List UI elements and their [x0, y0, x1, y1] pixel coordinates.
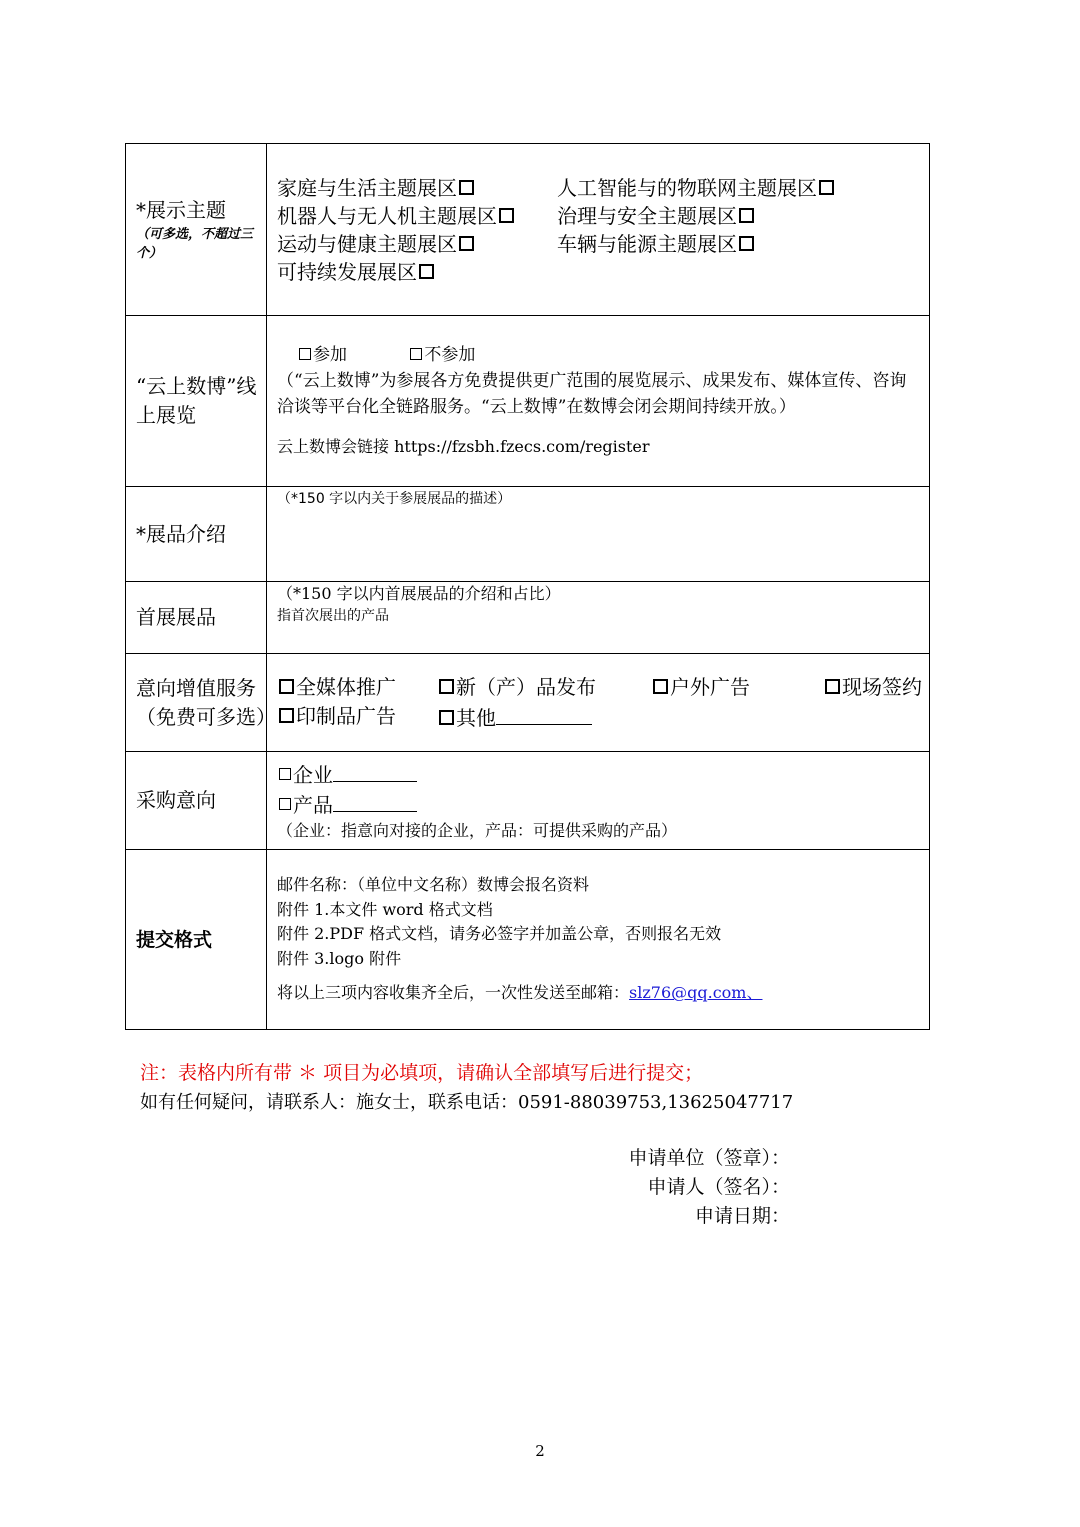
checkbox-icon[interactable] [739, 208, 754, 223]
service-option[interactable]: 印制品广告 [277, 702, 437, 733]
theme-option[interactable]: 机器人与无人机主题展区 [277, 202, 557, 230]
purchase-content-cell [267, 752, 930, 850]
purchase-product[interactable]: 产品 [277, 789, 923, 819]
exhibit-input-cell[interactable] [267, 487, 930, 582]
theme-option[interactable]: 人工智能与的物联网主题展区 [557, 174, 923, 202]
checkbox-icon[interactable] [299, 348, 311, 360]
service-option[interactable]: 新（产）品发布 [437, 673, 651, 702]
checkbox-icon[interactable] [825, 679, 840, 694]
checkbox-icon[interactable] [499, 208, 514, 223]
checkbox-icon[interactable] [739, 236, 754, 251]
cloud-label: “云上数博”线上展览 [136, 374, 257, 427]
cloud-option-join[interactable]: 参加 [297, 342, 347, 368]
checkbox-icon[interactable] [459, 236, 474, 251]
enterprise-blank-line[interactable] [333, 759, 417, 782]
submit-content-cell [267, 850, 930, 1030]
exhibit-label: *展品介绍 [136, 521, 226, 546]
checkbox-icon[interactable] [439, 710, 454, 725]
checkbox-icon[interactable] [419, 264, 434, 279]
row-theme [126, 144, 930, 316]
row-exhibit-intro [126, 487, 930, 582]
submit-label-cell [126, 850, 267, 1030]
sign-person: 申请人（签名）： [647, 1176, 790, 1198]
purchase-label-cell [126, 752, 267, 850]
row-premiere [126, 582, 930, 654]
other-blank-line[interactable] [496, 702, 592, 725]
theme-options [277, 174, 923, 286]
row-purchase-intention [126, 752, 930, 850]
submit-line: 邮件名称：（单位中文名称）数博会报名资料 [277, 875, 590, 895]
checkbox-icon[interactable] [279, 679, 294, 694]
submit-line: 附件 3.logo 附件 [277, 948, 402, 968]
exhibit-label-cell [126, 487, 267, 582]
purchase-note: （企业：指意向对接的企业，产品：可提供采购的产品） [277, 820, 678, 840]
service-option[interactable]: 户外广告 [651, 673, 823, 702]
sign-unit: 申请单位（签章）： [628, 1147, 790, 1169]
service-option-other[interactable]: 其他 [437, 702, 592, 733]
premiere-label: 首展展品 [136, 605, 216, 629]
submit-line: 附件 1.本文件 word 格式文档 [277, 899, 493, 919]
theme-label: *展示主题 [136, 198, 226, 222]
services-row-1 [277, 673, 923, 702]
checkbox-icon[interactable] [459, 180, 474, 195]
submit-label: 提交格式 [136, 928, 213, 951]
purchase-label: 采购意向 [136, 788, 216, 812]
page-number: 2 [535, 1442, 545, 1460]
checkbox-icon[interactable] [819, 180, 834, 195]
theme-option[interactable]: 车辆与能源主题展区 [557, 230, 923, 258]
cloud-option-decline[interactable]: 不参加 [408, 342, 475, 368]
checkbox-icon[interactable] [279, 768, 291, 780]
theme-option[interactable]: 运动与健康主题展区 [277, 230, 557, 258]
service-option[interactable]: 全媒体推广 [277, 673, 437, 702]
cloud-description: （“云上数博”为参展各方免费提供更广范围的展览展示、成果发布、媒体宣传、咨询洽谈等平台化全链路服务。“云上数博”在数博会闭会期间持续开放。） [277, 371, 907, 417]
services-label: 意向增值服务（免费可多选） [136, 675, 276, 729]
exhibit-hint: （*150 字以内关于参展展品的描述） [277, 491, 512, 507]
premiere-note: 指首次展出的产品 [277, 608, 389, 624]
services-label-cell [126, 654, 276, 752]
theme-options-cell [267, 144, 930, 316]
premiere-input-cell[interactable] [267, 582, 930, 654]
checkbox-icon[interactable] [410, 348, 422, 360]
checkbox-icon[interactable] [439, 679, 454, 694]
submit-line: 附件 2.PDF 格式文档，请务必签字并加盖公章，否则报名无效 [277, 924, 722, 944]
checkbox-icon[interactable] [653, 679, 668, 694]
theme-option[interactable]: 可持续发展展区 [277, 258, 557, 286]
services-options-cell [267, 654, 930, 752]
theme-sublabel: （可多选，不超过三个） [136, 227, 254, 261]
services-row-2 [277, 702, 923, 733]
checkbox-icon[interactable] [279, 708, 294, 723]
submit-send-line: 将以上三项内容收集齐全后，一次性发送至邮箱：slz76@qq.com、 [277, 983, 763, 1003]
row-cloud-exhibition [126, 316, 930, 487]
theme-label-cell [126, 144, 267, 316]
checkbox-icon[interactable] [279, 798, 291, 810]
product-blank-line[interactable] [333, 789, 417, 812]
contact-info: 如有任何疑问，请联系人：施女士，联系电话：0591-88039753,13625047717 [140, 1092, 794, 1113]
required-note: 注：表格内所有带 ＊ 项目为必填项，请确认全部填写后进行提交； [140, 1062, 704, 1084]
purchase-enterprise[interactable]: 企业 [277, 759, 923, 789]
row-submit-format [126, 850, 930, 1030]
cloud-link[interactable]: 云上数博会链接 https://fzsbh.fzecs.com/register [277, 437, 650, 456]
cloud-label-cell [126, 316, 267, 487]
cloud-content-cell [267, 316, 930, 487]
sign-date: 申请日期： [694, 1205, 790, 1227]
cloud-options [277, 342, 923, 368]
premiere-hint: （*150 字以内首展展品的介绍和占比） [277, 584, 561, 603]
service-option[interactable]: 现场签约 [823, 673, 922, 702]
theme-option[interactable]: 治理与安全主题展区 [557, 202, 923, 230]
premiere-label-cell [126, 582, 267, 654]
email-link[interactable]: slz76@qq.com、 [629, 983, 763, 1003]
row-value-added-services [126, 654, 930, 752]
theme-option[interactable]: 家庭与生活主题展区 [277, 174, 557, 202]
registration-form-table [125, 143, 930, 1030]
